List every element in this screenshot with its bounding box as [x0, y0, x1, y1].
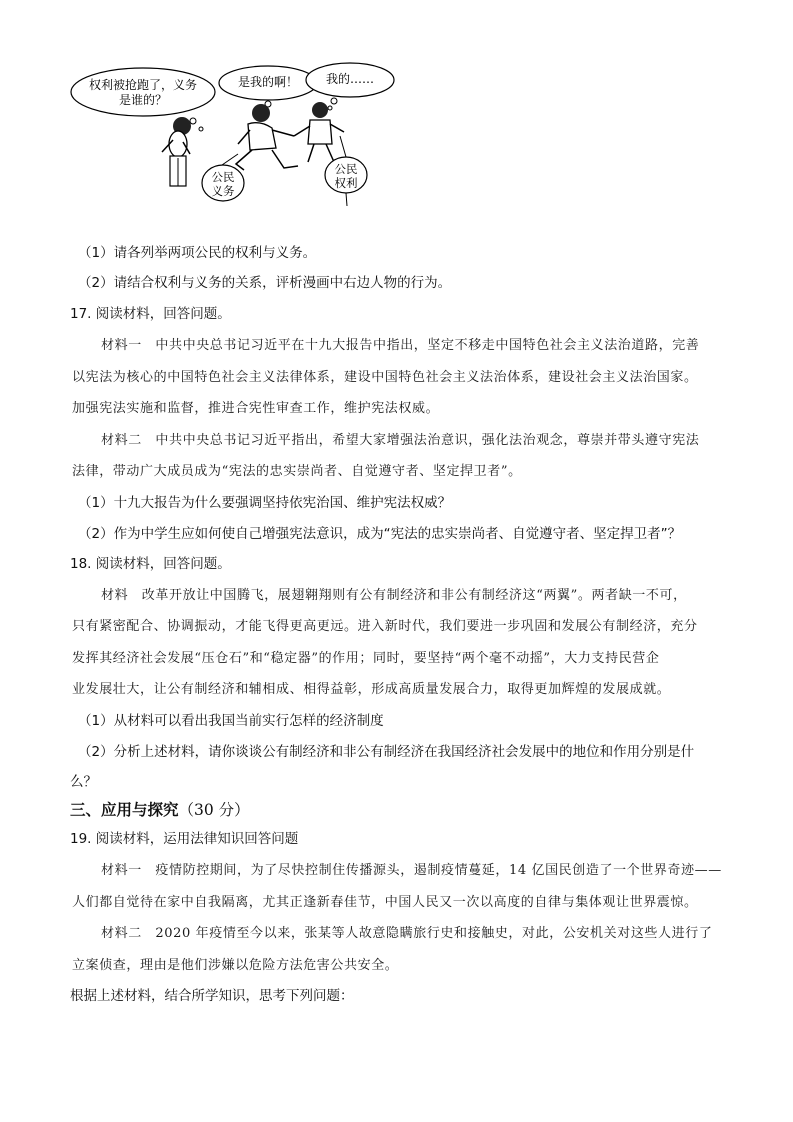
q16-sub2: （2）请结合权利与义务的关系，评析漫画中右边人物的行为。	[78, 275, 452, 291]
q18-sub2-line2: 么？	[70, 774, 97, 790]
q16-sub1: （1）请各列举两项公民的权利与义务。	[78, 245, 317, 261]
q18-sub2-line1: （2）分析上述材料，请你谈谈公有制经济和非公有制经济在我国经济社会发展中的地位和作用分别是什	[78, 744, 695, 760]
bubble-left-line2: 是谁的？	[118, 93, 167, 107]
circle-right-label	[328, 162, 364, 190]
q17-material1-line2: 以宪法为核心的中国特色社会主义法律体系，建设中国特色社会主义法治体系，建设社会主义法治国家。	[72, 370, 698, 385]
bubble-mid-text: 是我的啊！	[237, 75, 298, 89]
q19-material2-line1: 材料二 2020 年疫情至今以来，张某等人故意隐瞒旅行史和接触史，对此，公安机关对这些人进行了	[101, 926, 713, 941]
circle-right-line2: 权利	[334, 176, 358, 190]
circle-duty-line1: 公民	[211, 170, 235, 184]
bubble-left-text	[78, 78, 208, 108]
q18-sub1: （1）从材料可以看出我国当前实行怎样的经济制度	[78, 713, 384, 729]
section3-title: 三、应用与探究	[70, 801, 179, 819]
q18-material-line3: 发挥其经济社会发展“压仓石”和“稳定器”的作用；同时，要坚持“两个毫不动摇”，大力支持民营企	[72, 651, 660, 666]
circle-duty-line2: 义务	[211, 184, 235, 198]
q17-material2-line1: 材料二 中共中央总书记习近平指出，希望大家增强法治意识，强化法治观念，尊崇并带头遵守宪法	[101, 433, 700, 448]
q18-material-line2: 只有紧密配合、协调振动，才能飞得更高更远。进入新时代，我们要进一步巩固和发展公有制经济，充分	[72, 619, 698, 634]
circle-duty-label	[205, 170, 241, 198]
bubble-left-line1: 权利被抢跑了，义务	[88, 78, 197, 92]
q19-title: 19. 阅读材料，运用法律知识回答问题	[70, 831, 299, 847]
q17-title: 17. 阅读材料，回答问题。	[70, 306, 231, 322]
q19-material2-line2: 立案侦查，理由是他们涉嫌以危险方法危害公共安全。	[72, 958, 399, 973]
q17-sub2: （2）作为中学生应如何使自己增强宪法意识，成为“宪法的忠实崇尚者、自觉遵守者、坚定捍卫者”？	[78, 526, 682, 542]
q19-material1-line2: 人们都自觉待在家中自我隔离，尤其正逢新春佳节，中国人民又一次以高度的自律与集体观让世界震惊。	[72, 895, 698, 910]
q18-title: 18. 阅读材料，回答问题。	[70, 556, 231, 572]
rights-duties-cartoon	[68, 58, 418, 218]
bubble-right-text: 我的……	[325, 72, 374, 86]
q17-material1-line1: 材料一 中共中央总书记习近平在十九大报告中指出，坚定不移走中国特色社会主义法治道路，完善	[101, 338, 700, 353]
q17-sub1: （1）十九大报告为什么要强调坚持依宪治国、维护宪法权威？	[78, 495, 452, 511]
q19-material1-line1: 材料一 疫情防控期间，为了尽快控制住传播源头，遏制疫情蔓延，14 亿国民创造了一个世界奇迹——	[101, 863, 722, 878]
q18-material-line4: 业发展壮大，让公有制经济和辅相成、相得益彰，形成高质量发展合力，取得更加辉煌的发展成就。	[72, 682, 671, 697]
q17-material2-line2: 法律，带动广大成员成为“宪法的忠实崇尚者、自觉遵守者、坚定捍卫者”。	[72, 464, 522, 479]
section3-score: （30 分）	[178, 801, 250, 819]
q18-material-line1: 材料 改革开放让中国腾飞，展翅翱翔则有公有制经济和非公有制经济这“两翼”。两者缺一不可，	[101, 588, 687, 603]
circle-right-line1: 公民	[334, 162, 358, 176]
q17-material1-line3: 加强宪法实施和监督，推进合宪性审查工作，维护宪法权威。	[72, 401, 440, 416]
section3-heading	[70, 799, 250, 821]
q19-prompt: 根据上述材料，结合所学知识，思考下列问题：	[70, 988, 354, 1004]
